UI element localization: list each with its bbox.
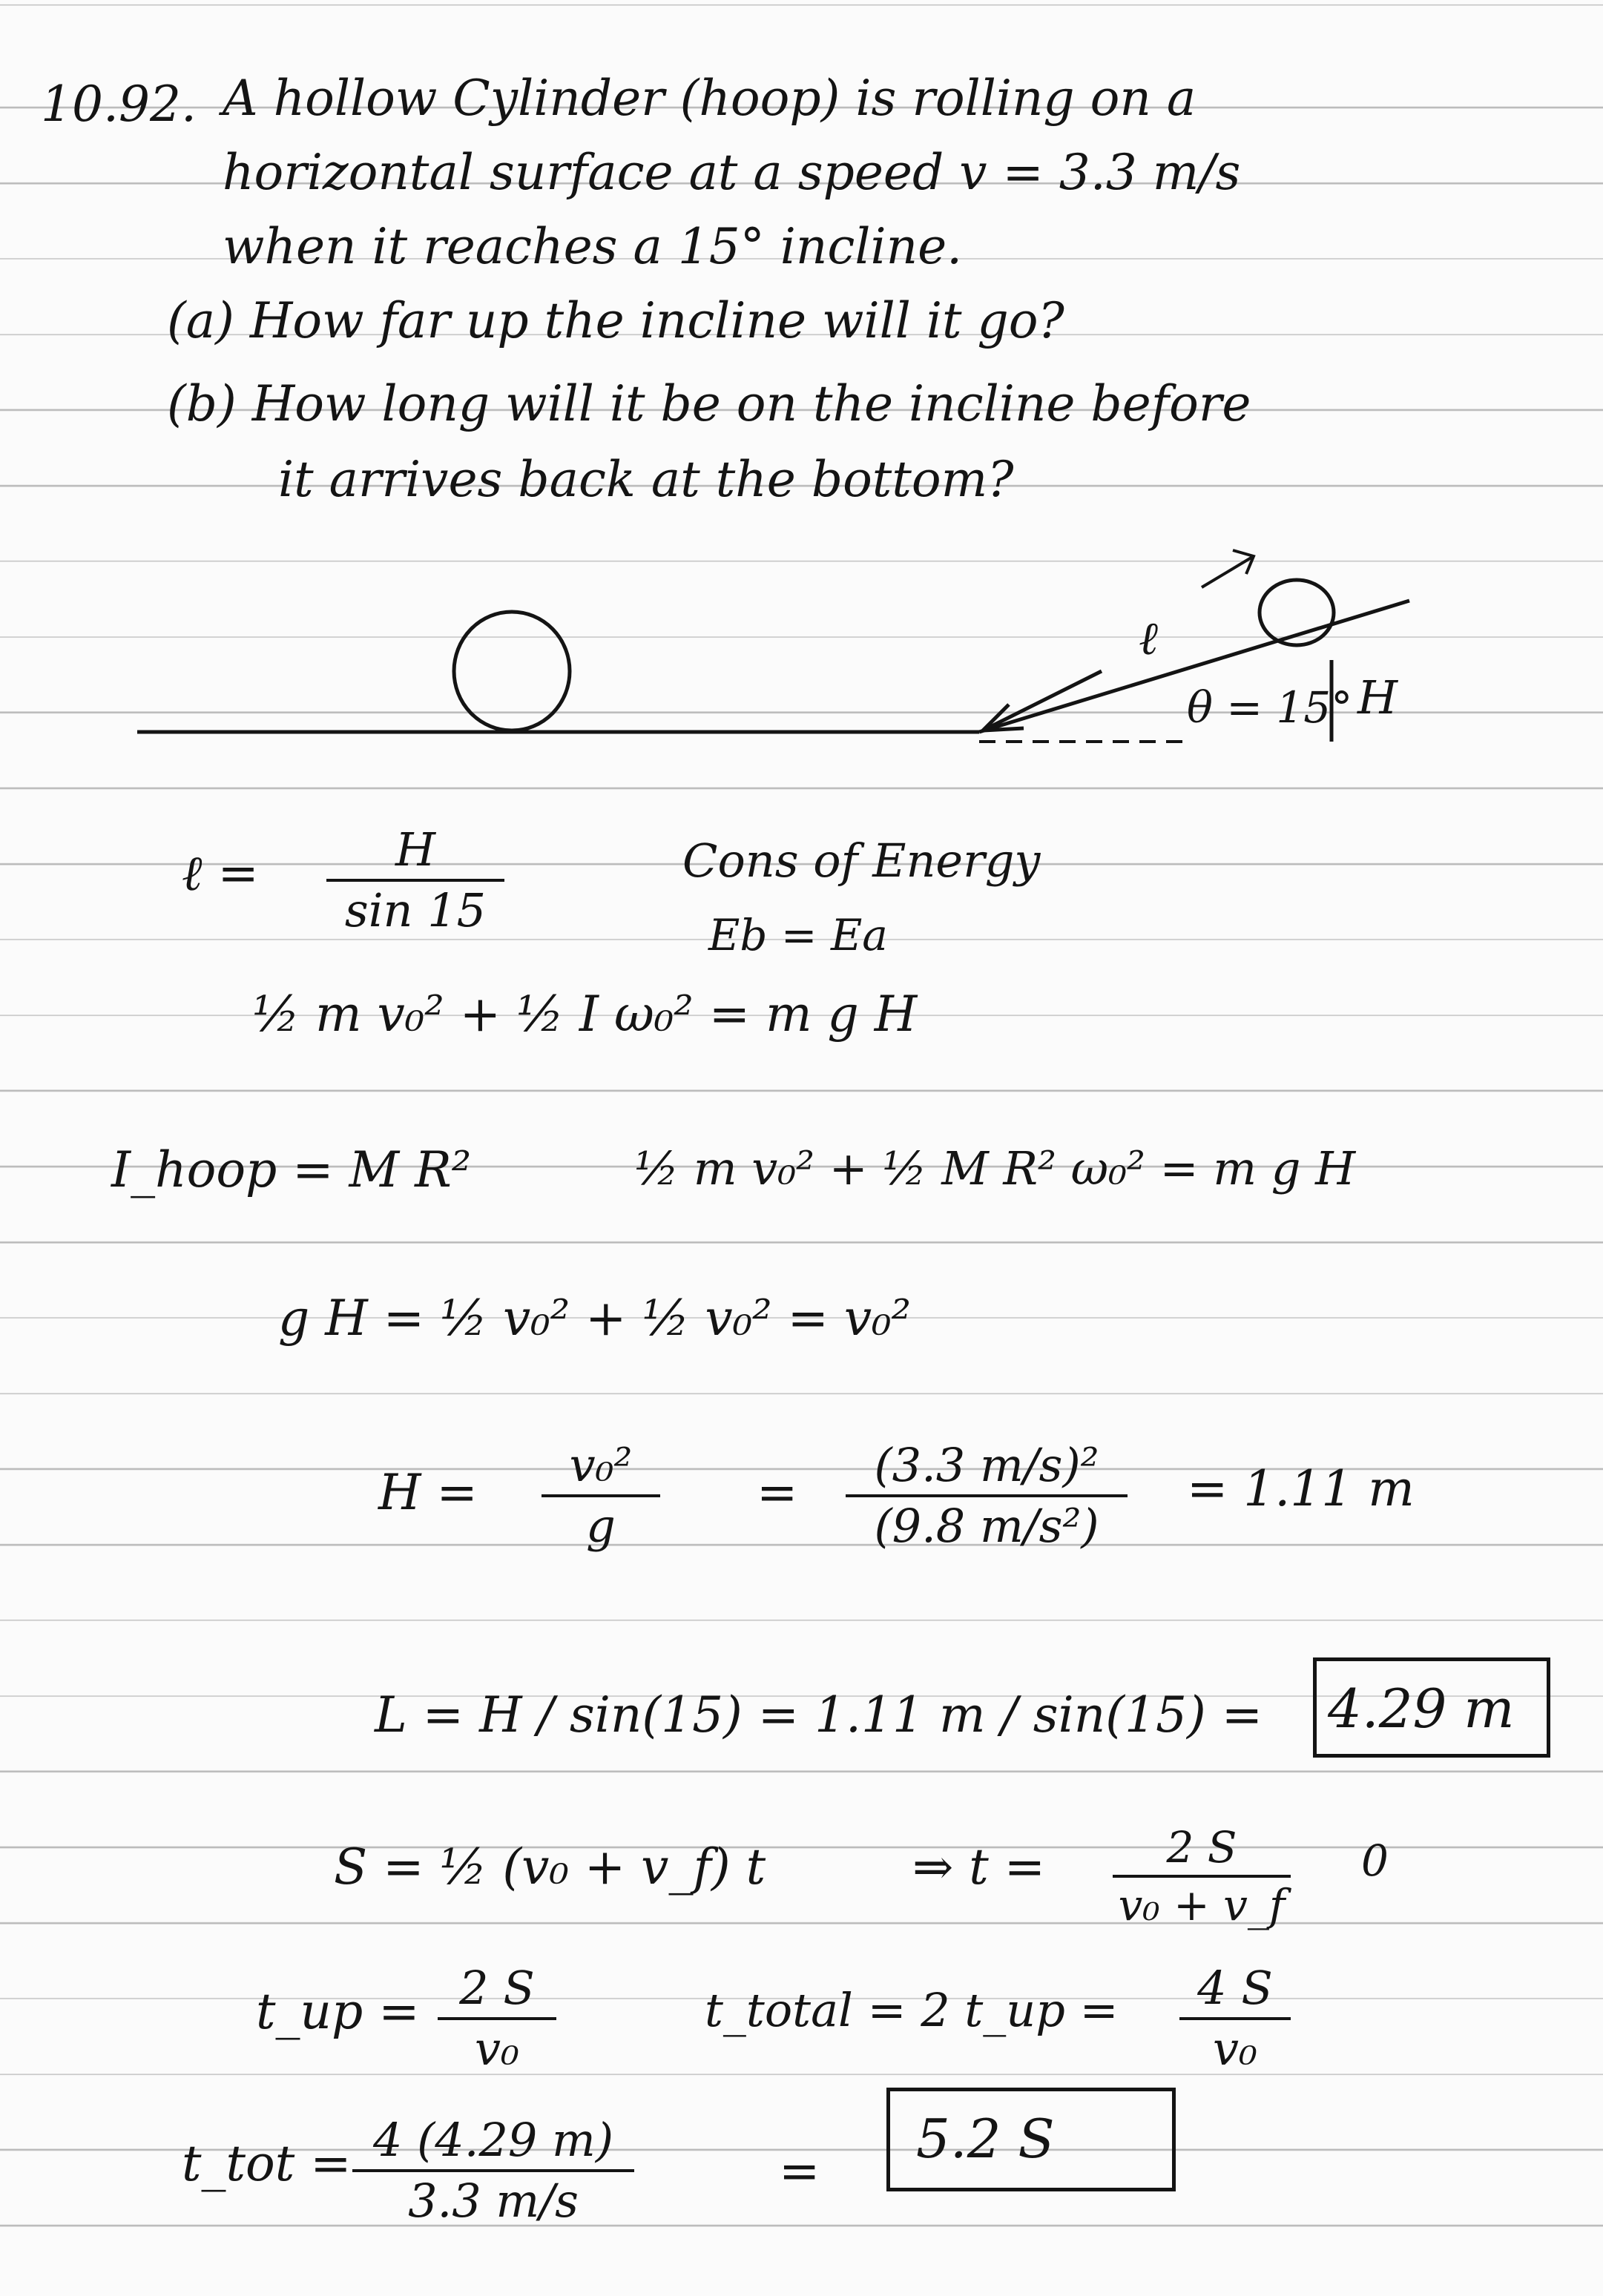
arrow-down-head [983,705,1024,730]
h-numerator-values: (3.3 m/s)² [874,1438,1099,1492]
tup-numerator: 2 S [459,1961,535,2015]
h-lhs: H = [378,1464,478,1521]
problem-line-2: horizontal surface at a speed v = 3.3 m/s [223,144,1241,201]
hoop-on-ground [454,612,570,730]
h-equals: = [757,1464,798,1521]
problem-line-3: when it reaches a 15° incline. [223,218,963,275]
incline-length-label: ℓ [1139,611,1158,665]
l-fraction [326,822,504,937]
t-answer: 5.2 S [916,2108,1055,2170]
t-denominator: v₀ + v_f [1118,1880,1286,1930]
h-denominator: g [586,1499,616,1553]
ttotal-equation: t_total = 2 t_up = [705,1983,1119,2037]
i-hoop: I_hoop = M R² [111,1141,472,1198]
tdot-denominator: 3.3 m/s [408,2174,579,2228]
ttotal-fraction [1179,1961,1291,2076]
s-equation: S = ½ (v₀ + v_f) t [334,1838,766,1896]
h-result: = 1.11 m [1187,1460,1415,1517]
problem-number: 10.92. [41,76,197,133]
tdot-equals: = [779,2142,820,2200]
cons-of-energy: Cons of Energy [682,834,1041,888]
l-denominator: sin 15 [344,883,487,937]
implies-t: ⇒ t = [912,1838,1046,1896]
tup-fraction [438,1961,556,2076]
height-label: H [1357,670,1398,725]
problem-line-1: A hollow Cylinder (hoop) is rolling on a [223,70,1197,127]
energy-equation: ½ m v₀² + ½ I ω₀² = m g H [252,986,918,1043]
problem-part-b-cont: it arrives back at the bottom? [278,451,1014,508]
ttotal-denominator: v₀ [1213,2022,1257,2076]
t-numerator: 2 S [1166,1822,1237,1873]
l-answer: 4.29 m [1328,1678,1515,1740]
h-fraction-values [846,1438,1128,1553]
h-numerator: v₀² [569,1438,633,1492]
h-fraction [542,1438,660,1553]
tup-denominator: v₀ [475,2022,519,2076]
tup-lhs: t_up = [256,1983,420,2040]
h-denominator-values: (9.8 m/s²) [874,1499,1099,1553]
problem-part-a: (a) How far up the incline will it go? [167,292,1064,349]
angle-label: θ = 15° [1187,682,1353,733]
ttotal-numerator: 4 S [1197,1961,1273,2015]
t-fraction [1113,1822,1291,1930]
tdot-fraction [352,2113,634,2228]
energy-equation-2: ½ m v₀² + ½ M R² ω₀² = m g H [634,1141,1356,1195]
vf-zero-note: 0 [1361,1835,1389,1886]
eb-equals-ea: Eb = Ea [708,910,888,960]
l-numerator: H [395,822,436,877]
tdot-numerator: 4 (4.29 m) [372,2113,614,2167]
gh-equation: g H = ½ v₀² + ½ v₀² = v₀² [278,1290,912,1347]
l-lhs: ℓ = [182,845,259,902]
l-equation: L = H / sin(15) = 1.11 m / sin(15) = [375,1686,1263,1744]
tdot-lhs: t_tot = [182,2135,352,2192]
problem-part-b: (b) How long will it be on the incline before [167,375,1251,432]
